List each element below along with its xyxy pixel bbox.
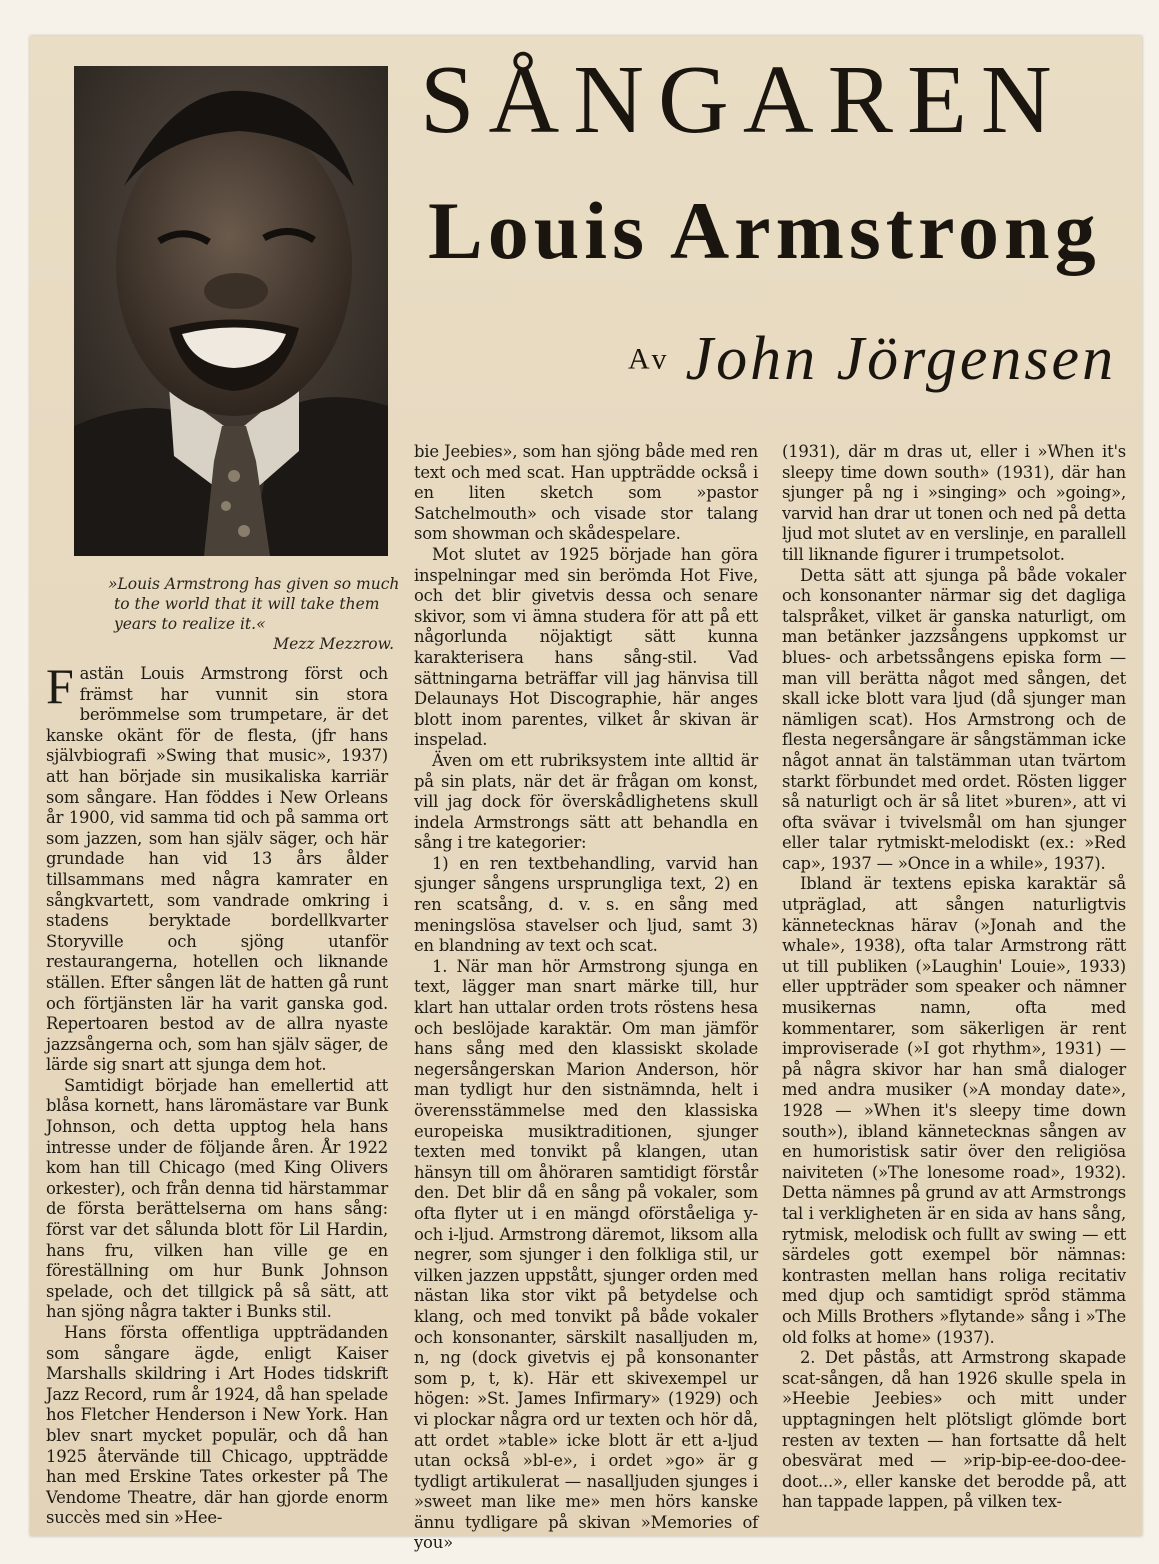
byline-prefix: Av [628, 342, 671, 376]
article-subtitle: Louis Armstrong [428, 185, 1101, 276]
text-column-1 [46, 658, 388, 1529]
paragraph: bie Jeebies», som han sjöng både med ren text och med scat. Han uppträdde också i en liten sketch som »pastor Satchelmouth» och visade stor talang som showman och skådespelare. [414, 442, 758, 544]
byline [628, 324, 1128, 395]
paragraph-text: astän Louis Armstrong först och främst har vunnit sin stora berömmelse som trumpetare, är det kanske okänt för de flesta, (jfr hans självbiografi »Swing that music», 1937) att han började sin musikaliska karriär som sångare. Han föddes i New Orleans år 1900, vid samma tid och på samma ort som jazzen, som han själv säger, och här grundade han vid 13 års ålder tillsammans med några kamrater en sångkvartett, som vandrade omkring i stadens beryktade bordellkvarter Storyville och sjöng utanför restaurangerna, hotellen och liknande ställen. Efter sången lät de hatten gå runt och förtjänsten lär ha varit ganska god. Repertoaren bestod av de allra nyaste jazzsångerna och, som han själv säger, de lärde sig snart att sjunga dem hot. [46, 664, 388, 1075]
paragraph: 2. Det påstås, att Armstrong skapade scat-sången, då han 1926 skulle spela in »Heebie Jeebies» och mitt under upptagningen helt plötsligt glömde bort resten av texten — han fortsatte då helt obesvärat med — »rip-bip-ee-doo-dee-doot...», eller kanske det berodde på, att han tappade lappen, på vilken tex- [782, 1348, 1126, 1512]
paragraph: Mot slutet av 1925 började han göra inspelningar med sin berömda Hot Five, och det blir givetvis dessa och senare skivor, som vi ämna studera för att på ett någorlunda nöjaktigt sätt kunna karakterisera hans sång-stil. Vad sättningarna beträffar vill jag hänvisa till Delaunays Hot Discographie, här anges blott inom parentes, vilket år skivan är inspelad. [414, 544, 758, 750]
paragraph: (1931), där m dras ut, eller i »When it's sleepy time down south» (1931), där han sjunger på ng i »singing» och »going», varvid han drar ut tonen och ned på detta ljud mot slutet av en verslinje, en parallell till liknande figurer i trumpetsolot. [782, 442, 1126, 564]
portrait-photo [74, 66, 388, 556]
text-column-3 [782, 442, 1126, 1513]
paragraph: Även om ett rubriksystem inte alltid är på sin plats, när det är frågan om konst, vill jag dock för överskådlighetens skull indela Armstrongs sätt att behandla en sång i tre kategorier: [414, 750, 758, 853]
paragraph: 1) en ren textbehandling, varvid han sjunger sångens ursprungliga text, 2) en ren scatsång, d. v. s. en sång med meningslösa stavelser och ljud, samt 3) en blandning av text och scat. [414, 853, 758, 956]
article-title: SÅNGAREN [420, 46, 1066, 154]
drop-cap: F [46, 658, 74, 714]
text-column-2 [414, 442, 758, 1554]
clipping-page [30, 36, 1142, 1553]
paragraph: Ibland är textens episka karaktär så utpräglad, att sången naturligtvis kännetecknas härav (»Jonah and the whale», 1938), ofta talar Armstrong rätt ut till publiken (»Laughin' Louie», 1933) eller uppträder som speaker och nämner musikernas namn, ofta med kommentarer, som säkerligen är rent improviserade (»I got rhythm», 1931) — på några skivor har han små dialoger med andra musiker (»A monday date», 1928 — »When it's sleepy time down south»), ibland kännetecknas sången av en humoristisk satir över den religiösa naiviteten (»The lonesome road», 1932). Detta nämnes på grund av att Armstrongs tal i verkligheten är en sida av hans sång, rytmisk, melodisk och fullt av swing — ett särdeles gott exempel bör nämnas: kontrasten mellan hans roliga recitativ med djup och samtidigt spröd stämma och Mills Brothers »flytande» sång i »The old folks at home» (1937). [782, 874, 1126, 1347]
paragraph: Detta sätt att sjunga på både vokaler och konsonanter närmar sig det dagliga talspråket, vilket är ganska naturligt, om man betänker jazzsångens uppkomst ur blues- och arbetssångens episka form — man vill berätta något med sången, det skall icke blott vara ljud (då sjunger man nämligen scat). Hos Armstrong och de flesta negersångare är sångstämman icke något annat än talstämman utan tvärtom starkt förbundet med ordet. Rösten ligger så naturligt och är så litet »buren», att vi ofta svävar i tvivelsmål om han sjunger eller talar rytmiskt-melodiskt (ex.: »Red cap», 1937 — »Once in a while», 1937). [782, 565, 1126, 873]
paragraph: Samtidigt började han emellertid att blåsa kornett, hans läromästare var Bunk Johnson, och detta upptog hela hans intresse under de följande åren. År 1922 kom han till Chicago (med King Olivers orkester), och från denna tid härstammar de första berättelserna om hans sång: först var det sålunda blott för Lil Hardin, hans fru, vilken han ville ge en föreställning om hur Bunk Johnson spelade, och det tillgick på så sätt, att han sjöng några takter i Bunks stil. [46, 1075, 388, 1322]
paragraph: 1. När man hör Armstrong sjunga en text, lägger man snart märke till, hur klart han uttalar orden trots röstens hesa och beslöjade karaktär. Om man jämför hans sång med den klassiskt skolade negersångerskan Marion Anderson, hör man tydligt hur den sistnämnda, helt i överensstämmelse med den klassiska europeiska musiktraditionen, sjunger texten med tonvikt på klangen, utan hänsyn till om åhöraren samtidigt förstår den. Det blir då en sång på vokaler, som ofta flyter ut i en mängd oförståeliga y- och i-ljud. Armstrong däremot, liksom alla negrer, som sjunger i den folkliga stil, ur vilken jazzen uppstått, sjunger orden med nästan lika stor vikt på betydelse och klang, och med tonvikt på både vokaler och konsonanter, särskilt nasalljuden m, n, ng (dock givetvis ej på konsonanter som p, t, k). Här ett skivexempel ur högen: »St. James Infirmary» (1929) och vi plockar några ord ur texten och hör då, att ordet »table» icke blott är ett a-ljud utan också »bl-e», i ordet »go» är g tydligt artikulerat — nasalljuden sjunges i »sweet man like me» men hörs kanske ännu tydligare på skivan »Memories of you» [414, 956, 758, 1553]
caption-author: Mezz Mezzrow. [273, 635, 394, 653]
paragraph: Hans första offentliga uppträdanden som sångare ägde, enligt Kaiser Marshalls skildring i Art Hodes tidskrift Jazz Record, rum år 1924, då han spelade hos Fletcher Henderson i New York. Han blev snart mycket populär, och då han 1925 återvände till Chicago, uppträdde han med Erskine Tates orkester på The Vendome Theatre, där han gjorde enorm succès med sin »Hee- [46, 1323, 388, 1528]
caption-quote: »Louis Armstrong has given so much to the world that it will take them years to realize it.« [108, 575, 400, 633]
paragraph [46, 658, 388, 1076]
author-name: John Jörgensen [685, 325, 1117, 393]
photo-caption [108, 574, 400, 654]
